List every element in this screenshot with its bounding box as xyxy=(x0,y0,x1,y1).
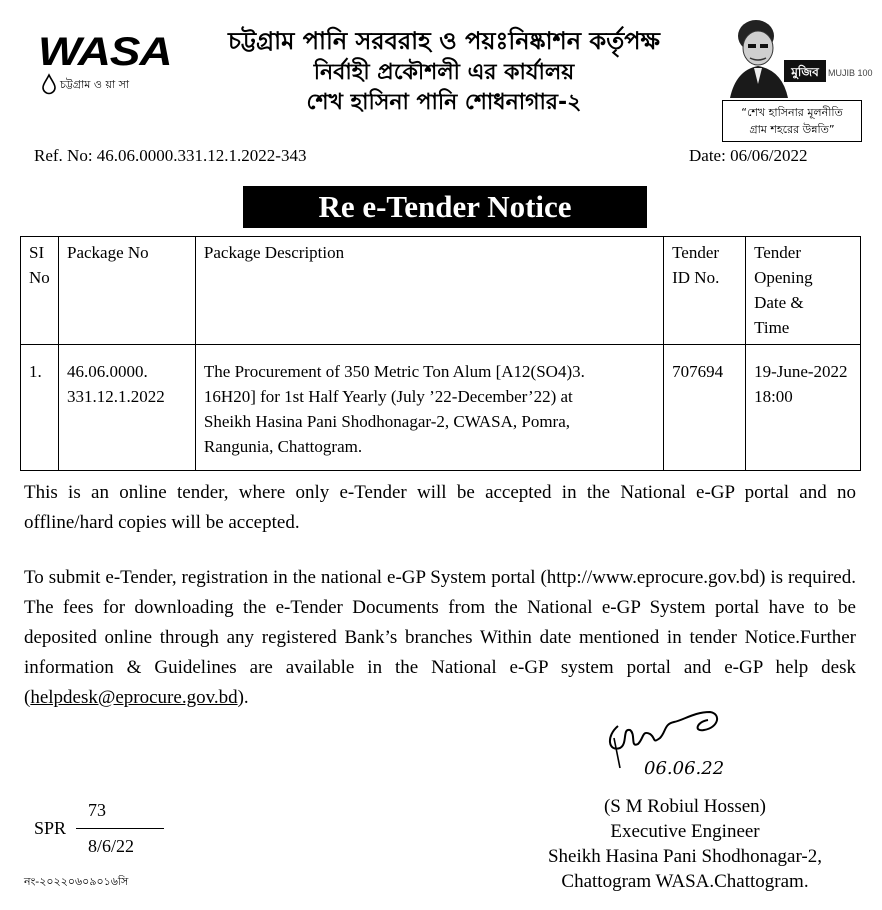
signature-date: 06.06.22 xyxy=(644,758,725,779)
logo-subtitle: চট্টগ্রাম ও য়া সা xyxy=(60,78,130,91)
spr-date: 8/6/22 xyxy=(88,836,135,856)
header-sl: SI No xyxy=(21,237,59,345)
cell-description: The Procurement of 350 Metric Ton Alum [A12(SO4)3. 16H20] for 1st Half Yearly (July ’22-December’22) at Sheikh Hasina Pani Shodhonagar-2, CWASA, Pomra, Rangunia, Chattogram. xyxy=(195,345,663,471)
spr-block xyxy=(34,800,174,866)
header-tender-id: Tender ID No. xyxy=(664,237,746,345)
header-description: Package Description xyxy=(195,237,663,345)
signer-office: Sheikh Hasina Pani Shodhonagar-2, xyxy=(547,846,823,867)
submission-paragraph: To submit e-Tender, registration in the national e-GP System portal (http://www.eprocure.gov.bd) is required. The fees for downloading the e-Tender Documents from the National e-GP System portal have to be deposited online through any registered Bank’s branches Within date mentioned in tender Notice.Further information & Guidelines are available in the National e-GP system portal and e-GP help desk (helpdesk@eprocure.gov.bd). xyxy=(24,567,856,708)
reference-number: Ref. No: 46.06.0000.331.12.1.2022-343 xyxy=(34,146,307,165)
wasa-logo xyxy=(38,30,172,96)
spr-number: 73 xyxy=(88,800,106,820)
org-line-2: নির্বাহী প্রকৌশলী এর কার্যালয় xyxy=(313,60,575,85)
signer-designation: Executive Engineer xyxy=(610,821,760,842)
cell-tender-id: 707694 xyxy=(664,345,746,471)
header-package-no: Package No xyxy=(58,237,195,345)
table-row xyxy=(21,345,861,471)
memo-number: নং-২০২২০৬০৯০১৬সি xyxy=(24,875,129,888)
cell-sl: 1. xyxy=(21,345,59,471)
signer-organization: Chattogram WASA.Chattogram. xyxy=(561,871,809,892)
header-opening: Tender Opening Date & Time xyxy=(746,237,861,345)
portrait-image xyxy=(722,14,873,98)
slogan-box xyxy=(722,100,862,142)
online-tender-paragraph: This is an online tender, where only e-Tender will be accepted in the National e-GP portal and no offline/hard copies will be accepted. xyxy=(24,482,856,533)
helpdesk-email-link[interactable]: helpdesk@eprocure.gov.bd xyxy=(30,687,238,708)
signer-name: (S M Robiul Hossen) xyxy=(603,796,767,817)
slogan-line-2: গ্রাম শহরের উন্নতি” xyxy=(749,123,835,136)
table-header-row xyxy=(21,237,861,345)
badge-text: মুজিব xyxy=(791,65,819,79)
notice-date: Date: 06/06/2022 xyxy=(689,146,808,165)
logo-wordmark: WASA xyxy=(38,30,172,74)
badge-number: MUJIB 100 xyxy=(828,68,873,78)
cell-package-no: 46.06.0000. 331.12.1.2022 xyxy=(58,345,195,471)
organization-header xyxy=(170,24,718,118)
org-line-1: চট্টগ্রাম পানি সরবরাহ ও পয়ঃনিষ্কাশন কর্তৃপক্ষ xyxy=(228,27,660,55)
spr-divider xyxy=(76,828,164,829)
spr-label: SPR xyxy=(34,818,67,838)
slogan-line-1: “শেখ হাসিনার মূলনীতি xyxy=(741,106,843,119)
org-line-3: শেখ হাসিনা পানি শোধনাগার-২ xyxy=(306,90,582,115)
handwritten-signature xyxy=(600,708,760,780)
water-drop-icon xyxy=(42,74,56,94)
signer-block xyxy=(500,794,870,894)
tender-table xyxy=(20,236,861,471)
notice-title: Re e-Tender Notice xyxy=(243,186,647,228)
cell-opening: 19-June-2022 18:00 xyxy=(746,345,861,471)
